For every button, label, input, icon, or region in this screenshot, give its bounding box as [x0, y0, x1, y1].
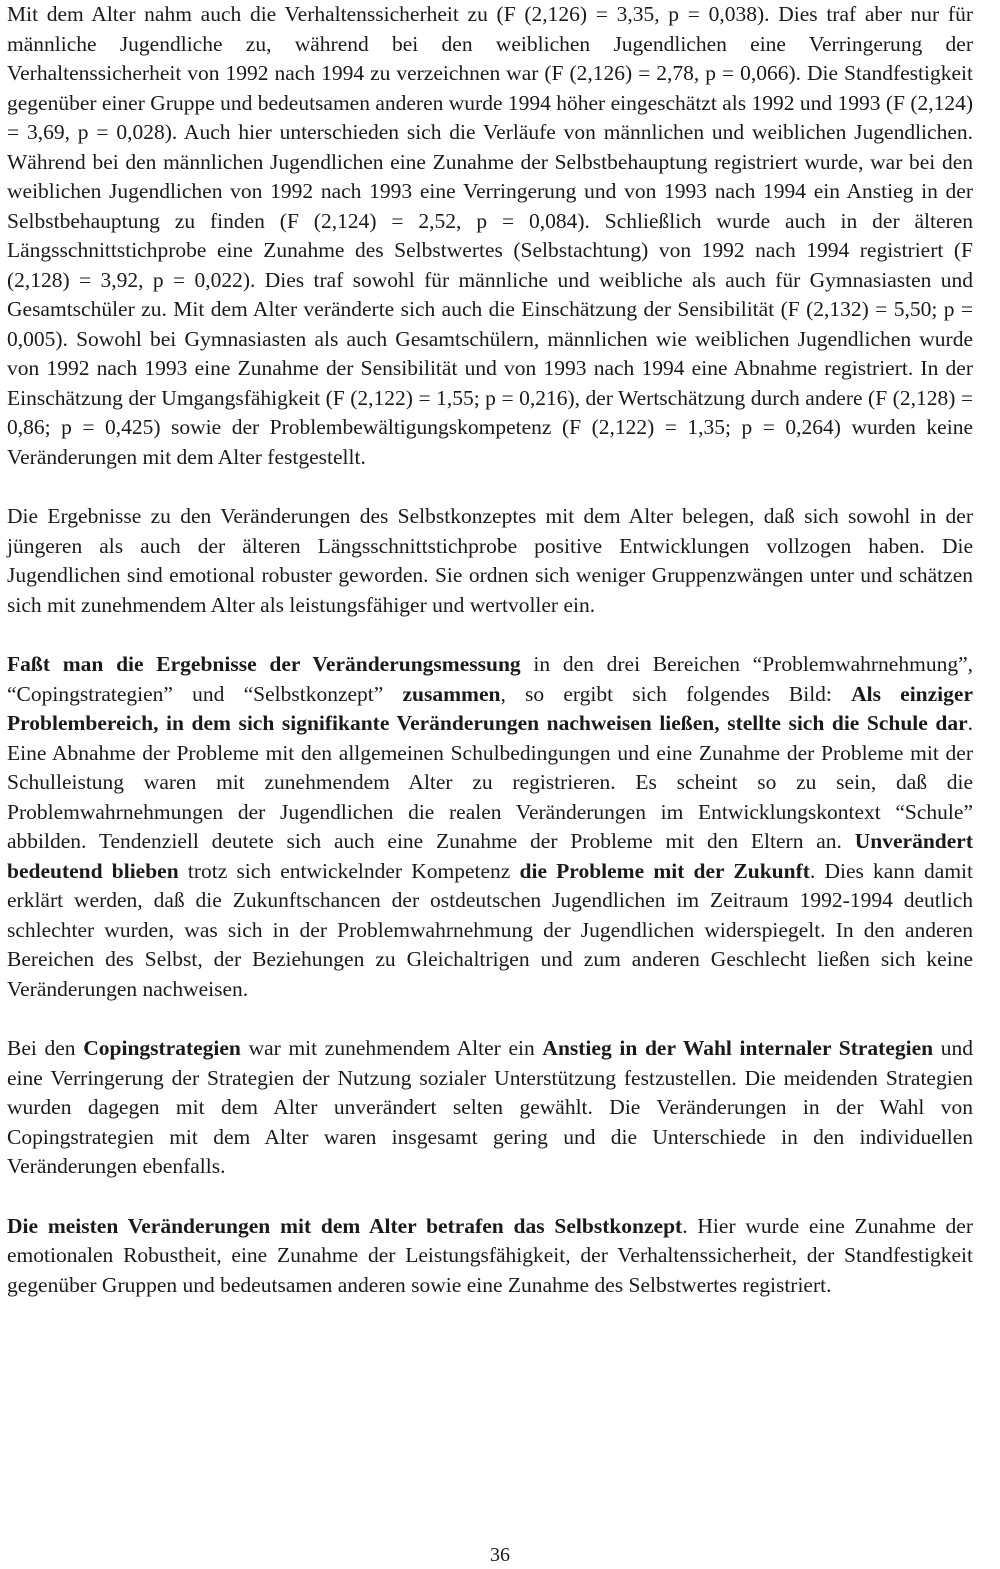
document-page: [7, 0, 973, 1300]
paragraph-2: [7, 502, 973, 620]
bold-phrase: Als einziger Problembereich, in dem sich signifikante Veränderungen nachweisen ließen, stellte sich die Schule dar: [7, 681, 973, 735]
paragraph-5: [7, 1212, 973, 1301]
paragraph-2-text: Die Ergebnisse zu den Veränderungen des Selbstkonzeptes mit dem Alter belegen, daß sich sowohl in der jüngeren als auch der älteren Längsschnittstichprobe positive Entwicklungen vollzogen haben. Die Jugendlichen sind emotional robuster geworden. Sie ordnen sich weniger Gruppenzwängen unter und schätzen sich mit zunehmendem Alter als leistungsfähiger und wertvoller ein.: [7, 504, 973, 617]
paragraph-3: [7, 650, 973, 1004]
bold-phrase: Faßt man die Ergebnisse der Veränderungsmessung: [7, 652, 521, 676]
paragraph-1: [7, 0, 973, 472]
paragraph-1-text: Mit dem Alter nahm auch die Verhaltenssicherheit zu (F (2,126) = 3,35, p = 0,038). Dies traf aber nur für männliche Jugendliche zu, während bei den weiblichen Jugendlichen eine Verringerung der Verhaltenssicherheit von 1992 nach 1994 zu verzeichnen war (F (2,126) = 2,78, p = 0,066). Die Standfestigkeit gegenüber einer Gruppe und bedeutsamen anderen wurde 1994 höher eingeschätzt als 1992 und 1993 (F (2,124) = 3,69, p = 0,028). Auch hier unterschieden sich die Verläufe von männlichen und weiblichen Jugendlichen. Während bei den männlichen Jugendlichen eine Zunahme der Selbstbehauptung registriert wurde, war bei den weiblichen Jugendlichen von 1992 nach 1993 eine Verringerung und von 1993 nach 1994 ein Anstieg in der Selbstbehauptung zu finden (F (2,124) = 2,52, p = 0,084). Schließlich wurde auch in der älteren Längsschnittstichprobe eine Zunahme des Selbstwertes (Selbstachtung) von 1992 nach 1994 registriert (F (2,128) = 3,92, p = 0,022). Dies traf sowohl für männliche und weibliche als auch für Gymnasiasten und Gesamtschüler zu. Mit dem Alter veränderte sich auch die Einschätzung der Sensibilität (F (2,132) = 5,50; p = 0,005). Sowohl bei Gymnasiasten als auch Gesamtschülern, männlichen wie weiblichen Jugendlichen wurde von 1992 nach 1993 eine Zunahme der Sensibilität und von 1993 nach 1994 eine Abnahme registriert. In der Einschätzung der Umgangsfähigkeit (F (2,122) = 1,55; p = 0,216), der Wertschätzung durch andere (F (2,128) = 0,86; p = 0,425) sowie der Problembewältigungskompetenz (F (2,122) = 1,35; p = 0,264) wurden keine Veränderungen mit dem Alter festgestellt.: [7, 2, 974, 469]
text-run: und eine Verringerung der Strategien der Nutzung sozialer Unterstützung festzustellen. Die meidenden Strategien wurden dagegen mit dem Alter unverändert selten gewählt. Die Veränderungen in der Wahl von Copingstrategien mit dem Alter waren insgesamt gering und die Unterschiede in den individuellen Veränderungen ebenfalls.: [7, 1036, 974, 1178]
text-run: Bei den: [7, 1036, 84, 1060]
text-run: trotz sich entwickelnder Kompetenz: [178, 858, 520, 883]
paragraph-4: [7, 1034, 973, 1182]
bold-phrase: die Probleme mit der Zukunft: [519, 858, 810, 883]
text-run: in den drei Bereichen “Problemwahrnehmung”, “Copingstrategien” und “Selbstkonzept”: [7, 652, 973, 706]
text-run: , so ergibt sich folgendes Bild:: [500, 681, 852, 706]
bold-phrase: Anstieg in der Wahl internaler Strategien: [542, 1036, 934, 1060]
text-run: . Eine Abnahme der Probleme mit den allgemeinen Schulbedingungen und eine Zunahme der Probleme mit der Schulleistung waren mit zunehmendem Alter zu registrieren. Es scheint so zu sein, daß die Problemwahrnehmungen der Jugendlichen die realen Veränderungen im Entwicklungskontext “Schule” abbilden. Tendenziell deutete sich auch eine Zunahme der Probleme mit den Eltern an.: [7, 711, 973, 853]
bold-phrase: Copingstrategien: [83, 1036, 241, 1060]
bold-phrase: Die meisten Veränderungen mit dem Alter betrafen das Selbstkonzept: [7, 1213, 683, 1238]
text-run: . Hier wurde eine Zunahme der emotionalen Robustheit, eine Zunahme der Leistungsfähigkeit, der Verhaltenssicherheit, der Standfestigkeit gegenüber Gruppen und bedeutsamen anderen sowie eine Zunahme des Selbstwertes registriert.: [7, 1213, 973, 1297]
page-number: 36: [490, 1544, 510, 1566]
bold-phrase: zusammen: [402, 681, 501, 706]
text-run: war mit zunehmendem Alter ein: [240, 1036, 543, 1060]
bold-phrase: Unverändert bedeutend blieben: [7, 829, 973, 883]
text-run: . Dies kann damit erklärt werden, daß die Zukunftschancen der ostdeutschen Jugendlichen im Zeitraum 1992-1994 deutlich schlechter wurden, was sich in der Problemwahrnehmung der Jugendlichen widerspiegelt. In den anderen Bereichen des Selbst, der Beziehungen zu Gleichaltrigen und zum anderen Geschlecht ließen sich keine Veränderungen nachweisen.: [7, 858, 973, 1001]
